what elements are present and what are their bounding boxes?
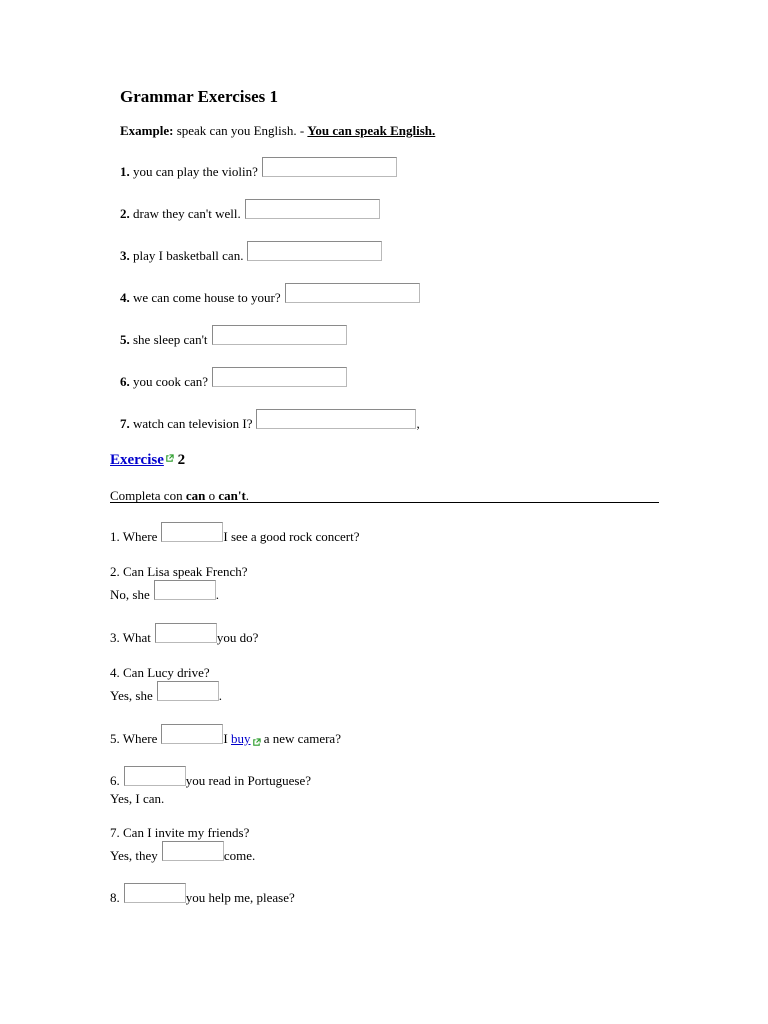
exercise2-item-6 bbox=[110, 766, 311, 789]
exercise2-item-2-answer bbox=[110, 580, 219, 603]
answer-input-ex2-2[interactable] bbox=[154, 580, 216, 600]
external-link-icon bbox=[252, 738, 261, 747]
item-text: I bbox=[223, 731, 228, 746]
example-answer: You can speak English. bbox=[307, 123, 436, 138]
item-text: you cook can? bbox=[133, 374, 209, 389]
exercise2-item-5 bbox=[110, 724, 341, 747]
item-text: you help me, please? bbox=[185, 890, 295, 905]
item-text: a new camera? bbox=[263, 731, 341, 746]
answer-input-2[interactable] bbox=[245, 199, 380, 219]
exercise1-item-2 bbox=[120, 199, 380, 222]
exercise2-item-4-question: 4. Can Lucy drive? bbox=[110, 665, 210, 680]
answer-input-1[interactable] bbox=[262, 157, 397, 177]
item-number: 2. bbox=[120, 206, 130, 221]
item-text: . bbox=[218, 688, 222, 703]
item-text: No, she bbox=[110, 587, 150, 602]
answer-input-5[interactable] bbox=[212, 325, 347, 345]
item-text: she sleep can't bbox=[133, 332, 208, 347]
exercise1-item-7 bbox=[120, 409, 420, 432]
item-text: I see a good rock concert? bbox=[223, 529, 360, 544]
answer-input-ex2-4[interactable] bbox=[157, 681, 219, 701]
item-text: 6. bbox=[110, 773, 120, 788]
item-text: watch can television I? bbox=[133, 416, 253, 431]
exercise1-item-6 bbox=[120, 367, 347, 390]
exercise-link[interactable]: Exercise bbox=[110, 452, 164, 468]
answer-input-ex2-6[interactable] bbox=[124, 766, 186, 786]
exercise2-item-7-answer bbox=[110, 841, 255, 864]
item-text: 3. What bbox=[110, 630, 151, 645]
answer-input-4[interactable] bbox=[285, 283, 420, 303]
item-text: . bbox=[215, 587, 219, 602]
exercise1-item-5 bbox=[120, 325, 347, 348]
exercise2-item-7-question: 7. Can I invite my friends? bbox=[110, 825, 250, 840]
exercise2-item-3 bbox=[110, 623, 258, 646]
divider bbox=[110, 502, 659, 503]
item-number: 6. bbox=[120, 374, 130, 389]
item-text: Yes, they bbox=[110, 848, 158, 863]
item-text: Yes, she bbox=[110, 688, 153, 703]
answer-input-3[interactable] bbox=[247, 241, 382, 261]
exercise1-item-4 bbox=[120, 283, 420, 306]
item-text: 5. Where bbox=[110, 731, 158, 746]
instruction-can: can bbox=[185, 488, 206, 503]
exercise2-item-4-answer bbox=[110, 681, 222, 704]
example-line bbox=[120, 123, 435, 139]
item-number: 3. bbox=[120, 248, 130, 263]
exercise2-item-1 bbox=[110, 522, 359, 545]
item-text: 8. bbox=[110, 890, 120, 905]
item-number: 4. bbox=[120, 290, 130, 305]
exercise2-heading bbox=[110, 452, 185, 469]
answer-input-7[interactable] bbox=[256, 409, 416, 429]
example-text: speak can you English. - bbox=[176, 123, 305, 138]
item-number: 7. bbox=[120, 416, 130, 431]
exercise-number: 2 bbox=[177, 452, 186, 468]
item-text: play I basketball can. bbox=[133, 248, 244, 263]
example-label: Example: bbox=[120, 123, 174, 138]
instruction-text: Completa con bbox=[110, 488, 183, 503]
answer-input-ex2-7[interactable] bbox=[162, 841, 224, 861]
answer-input-ex2-3[interactable] bbox=[155, 623, 217, 643]
answer-input-ex2-8[interactable] bbox=[124, 883, 186, 903]
answer-input-ex2-1[interactable] bbox=[161, 522, 223, 542]
external-link-icon bbox=[165, 454, 174, 463]
item-text: come. bbox=[223, 848, 256, 863]
answer-input-ex2-5[interactable] bbox=[161, 724, 223, 744]
exercise2-item-6-answer: Yes, I can. bbox=[110, 791, 165, 806]
exercise2-item-8 bbox=[110, 883, 295, 906]
item-number: 5. bbox=[120, 332, 130, 347]
item-text: draw they can't well. bbox=[133, 206, 241, 221]
exercise1-item-3 bbox=[120, 241, 382, 264]
item-text: 1. Where bbox=[110, 529, 158, 544]
item-text: we can come house to your? bbox=[133, 290, 281, 305]
instruction-end: . bbox=[245, 488, 250, 503]
page-title: Grammar Exercises 1 bbox=[120, 87, 278, 106]
exercise1-item-1 bbox=[120, 157, 397, 180]
item-text: you read in Portuguese? bbox=[185, 773, 312, 788]
item-text: you do? bbox=[216, 630, 259, 645]
answer-input-6[interactable] bbox=[212, 367, 347, 387]
trailing-comma: , bbox=[416, 416, 420, 431]
exercise2-item-2-question: 2. Can Lisa speak French? bbox=[110, 564, 248, 579]
buy-link[interactable]: buy bbox=[231, 731, 251, 746]
instruction-cant: can't bbox=[218, 488, 246, 503]
item-number: 1. bbox=[120, 164, 130, 179]
item-text: you can play the violin? bbox=[133, 164, 258, 179]
instruction-o: o bbox=[208, 488, 216, 503]
